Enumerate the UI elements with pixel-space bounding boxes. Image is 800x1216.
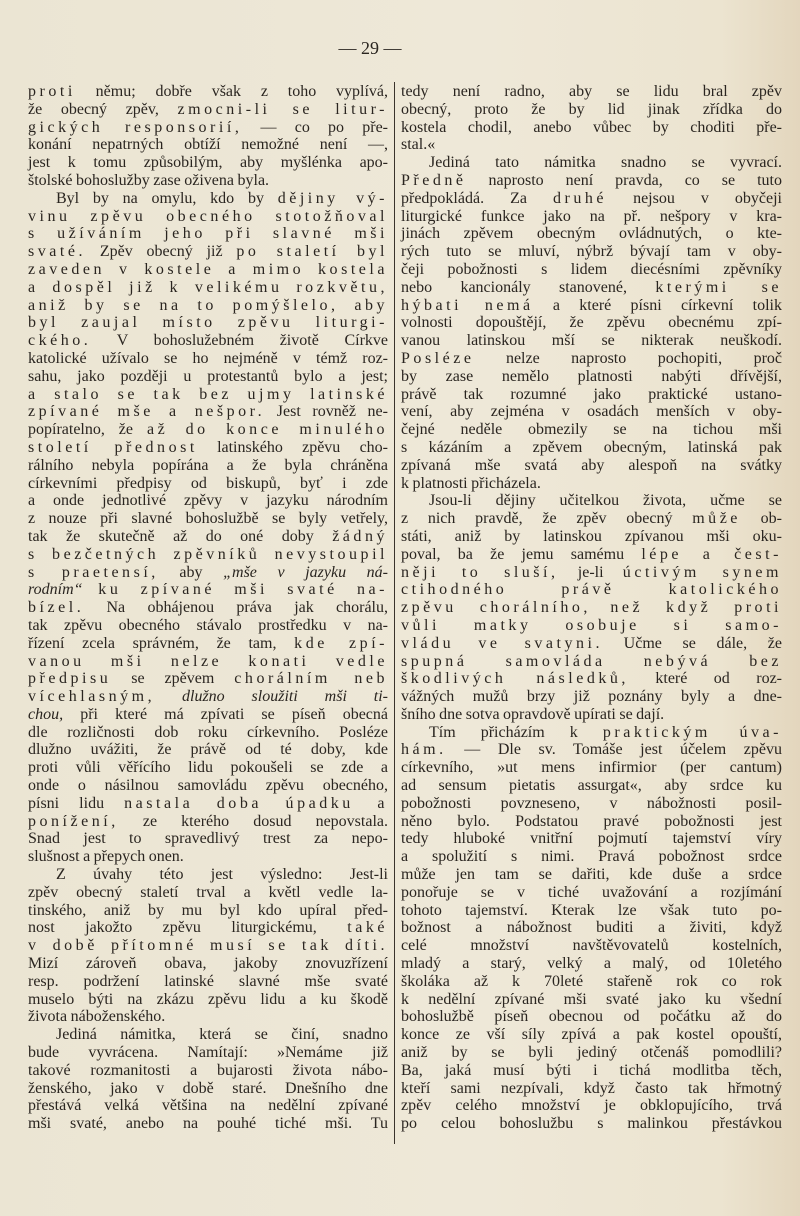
text-run: štolské bohoslužby zase oživena byla. bbox=[28, 171, 270, 189]
text-line bbox=[401, 955, 782, 973]
page-number: — 29 — bbox=[338, 38, 402, 58]
text-run: ad sensum pietatis assurgat«, aby srdce ku bbox=[401, 777, 782, 795]
text-line bbox=[401, 208, 782, 226]
text-line bbox=[28, 777, 388, 795]
text-run: nejsou v obyčeji bbox=[607, 189, 782, 207]
text-run: přestává velká většina na nedělní zpívané bbox=[28, 1097, 388, 1115]
text-run: tak že skutečně až do oné doby bbox=[28, 527, 333, 545]
text-run: Jediná námitka, která se činí, snadno bbox=[56, 1026, 388, 1044]
text-run: řízení zcela správném, že tam, bbox=[28, 634, 295, 652]
text-line bbox=[28, 1044, 388, 1062]
spaced-emphasis-text-run: spupná samovláda nebývá bez bbox=[401, 652, 782, 670]
text-line bbox=[401, 101, 782, 119]
text-line bbox=[401, 439, 782, 457]
text-line bbox=[401, 457, 782, 475]
right-column bbox=[401, 83, 782, 1133]
text-line bbox=[28, 136, 388, 154]
text-run: stal.« bbox=[401, 136, 436, 154]
text-line bbox=[401, 510, 782, 528]
text-line bbox=[401, 653, 782, 671]
text-line bbox=[401, 154, 782, 172]
text-run: němu; dobře však z toho vyplívá, bbox=[75, 83, 388, 100]
text-run: Zpěv obecný již bbox=[86, 243, 237, 261]
text-line bbox=[401, 813, 782, 831]
text-run: z nouze při slavné bohoslužbě se byly vetřely, bbox=[28, 510, 388, 528]
text-run: se zpěvem bbox=[111, 670, 235, 688]
text-line bbox=[28, 688, 388, 706]
spaced-emphasis-text-run: zaveden v kostele a mimo kostela bbox=[28, 260, 388, 278]
text-run: církevními předpisy od biskupů, byť i zde bbox=[28, 474, 388, 492]
text-run: tedy není radno, aby se lidu bral zpěv bbox=[401, 83, 782, 100]
spaced-emphasis-text-run: a dospěl již k velikému rozkvětu, bbox=[28, 278, 388, 296]
text-run: rálního nebyla popírána a že byla chráněna bbox=[28, 456, 388, 474]
text-line bbox=[401, 475, 782, 493]
spaced-emphasis-text-run: svaté. bbox=[28, 243, 86, 261]
spaced-emphasis-text-run: Předně bbox=[401, 171, 467, 189]
text-line bbox=[28, 457, 388, 475]
text-line bbox=[401, 973, 782, 991]
text-line bbox=[401, 350, 782, 368]
text-run: při které má zpívati se píseň obecná bbox=[63, 705, 388, 723]
text-line bbox=[28, 653, 388, 671]
text-line bbox=[28, 955, 388, 973]
spaced-emphasis-text-run: zpívané mše a nešpor. bbox=[28, 403, 266, 421]
text-line bbox=[28, 848, 388, 866]
text-run: obecný, proto že by lid jinak zřídka do bbox=[401, 100, 782, 118]
text-run: proti vůli věřícího lidu pokoušeli se zde a bbox=[28, 759, 388, 777]
text-line bbox=[401, 564, 782, 582]
spaced-emphasis-text-run: s bezčetných zpěvníků nevystoupil bbox=[28, 545, 388, 563]
text-run: zpívaná mše svatá aby alespoň na svátky bbox=[401, 456, 782, 474]
text-line bbox=[401, 617, 782, 635]
text-line bbox=[401, 848, 782, 866]
text-line bbox=[401, 261, 782, 279]
text-run: Jediná tato námitka snadno se vyvrací. bbox=[429, 154, 782, 172]
text-run: dlužno uvážiti, že právě od té doby, kde bbox=[28, 741, 388, 759]
text-line bbox=[401, 492, 782, 510]
text-line bbox=[28, 1080, 388, 1098]
text-line bbox=[28, 581, 388, 599]
text-line bbox=[28, 902, 388, 920]
spaced-emphasis-text-run: vícehlasným, bbox=[28, 688, 156, 706]
text-run: Tím přicházím k bbox=[429, 723, 603, 741]
italic-text-run: „mše v jazyku ná- bbox=[223, 563, 389, 581]
text-line bbox=[28, 1115, 388, 1133]
spaced-emphasis-text-run: ponížení, bbox=[28, 812, 119, 830]
spaced-emphasis-text-run: něji to sluší, bbox=[401, 563, 559, 581]
text-line bbox=[28, 670, 388, 688]
text-run: školáka až k 70leté stařeně rok co rok bbox=[401, 972, 782, 990]
text-line bbox=[28, 1062, 388, 1080]
text-line bbox=[28, 83, 388, 101]
text-line bbox=[401, 777, 782, 795]
spaced-emphasis-text-run: a stalo se tak bez ujmy latinské bbox=[28, 385, 388, 403]
text-line bbox=[401, 1026, 782, 1044]
text-line bbox=[401, 332, 782, 350]
text-run: zpěv celého množství je obklopujícího, trvá bbox=[401, 1097, 782, 1115]
text-line bbox=[28, 243, 388, 261]
text-run: nost jakožto zpěvu liturgickému, bbox=[28, 919, 348, 937]
text-line bbox=[28, 830, 388, 848]
spaced-emphasis-text-run: hýbati nemá bbox=[401, 296, 534, 314]
text-run: Byl by na omylu, kdo by bbox=[56, 189, 278, 207]
text-run: kostela chodil, anebo vůbec by choditi pře- bbox=[401, 118, 782, 136]
text-run: právě tak rozumné jako praktické ustano- bbox=[401, 385, 782, 403]
spaced-emphasis-text-run: ku zpívané mši svaté na- bbox=[98, 581, 388, 599]
text-line bbox=[401, 830, 782, 848]
text-line bbox=[28, 421, 388, 439]
text-line bbox=[28, 225, 388, 243]
italic-text-run: rodním“ bbox=[28, 581, 83, 599]
text-line bbox=[28, 332, 388, 350]
spaced-emphasis-text-run: aniž by se na to pomýšlelo, aby bbox=[28, 296, 388, 314]
text-run: slušnost a přepych onen. bbox=[28, 848, 184, 866]
spaced-emphasis-text-run: škodlivých následků, bbox=[401, 670, 629, 688]
text-run: ženského, jako v době staré. Dnešního dne bbox=[28, 1079, 388, 1097]
text-line bbox=[401, 706, 782, 724]
text-run: onde o násilnou samovládu zpěvu obecného, bbox=[28, 777, 388, 795]
text-run: tedy hluboké vnitřní pojmutí tajemství víry bbox=[401, 830, 782, 848]
text-line bbox=[28, 635, 388, 653]
text-line bbox=[401, 884, 782, 902]
text-run: božnost a nábožnost buditi a živiti, když bbox=[401, 919, 782, 937]
text-run: volnosti dopouštějí, že zpěvu obecnému zpí- bbox=[401, 314, 782, 332]
text-run: katolické užívalo se ho nejméně v témž roz- bbox=[28, 349, 388, 367]
text-run: tinského, aniž by mu byl kdo upíral před- bbox=[28, 901, 388, 919]
text-run: — Dle sv. Tomáše jest účelem zpěvu bbox=[446, 741, 782, 759]
text-line bbox=[401, 243, 782, 261]
text-run: nelze naprosto pochopiti, proč bbox=[474, 349, 782, 367]
spaced-emphasis-text-run: úctivým synem bbox=[622, 563, 783, 581]
text-line bbox=[28, 1026, 388, 1044]
text-run: že obecný zpěv, bbox=[28, 100, 178, 118]
text-run: celé množství navštěvovatelů kostelních, bbox=[401, 937, 782, 955]
text-run: s kázáním a zpěvem obecným, latinská pak bbox=[401, 438, 782, 456]
text-line bbox=[401, 119, 782, 137]
text-run: dle rozličnosti dob roku církevního. Posléze bbox=[28, 723, 388, 741]
text-run: popíratelno, že bbox=[28, 421, 147, 439]
text-line bbox=[28, 208, 388, 226]
text-run bbox=[591, 599, 610, 616]
text-run: bude vyvrácena. Namítají: »Nemáme již bbox=[28, 1044, 388, 1062]
text-run bbox=[155, 688, 182, 705]
spaced-emphasis-text-run: Posléze bbox=[401, 349, 475, 367]
spaced-emphasis-text-run: až do konce minulého bbox=[146, 421, 388, 439]
text-line bbox=[28, 439, 388, 457]
text-run: může jen tam se dařiti, kde duše a srdce bbox=[401, 866, 782, 884]
text-line bbox=[401, 386, 782, 404]
text-line bbox=[401, 991, 782, 1009]
text-run: resp. podržení latinské slavné mše svaté bbox=[28, 972, 388, 990]
text-run: Na obhájenou práva jak chorálu, bbox=[84, 599, 388, 617]
text-run: ob- bbox=[740, 510, 782, 528]
text-line bbox=[28, 759, 388, 777]
text-run: které od roz- bbox=[628, 670, 782, 688]
spaced-emphasis-text-run: s praetensí, bbox=[28, 563, 159, 581]
text-line bbox=[28, 937, 388, 955]
spaced-emphasis-text-run: s užíváním jeho při slavné mši bbox=[28, 225, 388, 243]
text-line bbox=[28, 1097, 388, 1115]
spaced-emphasis-text-run: byl zaujal místo zpěvu liturgi- bbox=[28, 314, 388, 332]
text-line bbox=[401, 1115, 782, 1133]
spaced-emphasis-text-run: století přednost bbox=[28, 438, 198, 456]
text-line bbox=[401, 866, 782, 884]
text-run: tak zpěvu obecného stávalo prostředku v na- bbox=[28, 616, 388, 634]
text-run: k nedělní zpívané mši svaté jako ku všední bbox=[401, 990, 782, 1008]
text-run: nebo kancionály stanovené, bbox=[401, 278, 656, 296]
text-line bbox=[28, 1008, 388, 1026]
text-run: mši svaté, anebo na pouhé tiché mši. Tu bbox=[28, 1115, 388, 1133]
spaced-emphasis-text-run: může bbox=[692, 510, 741, 528]
text-line bbox=[401, 314, 782, 332]
text-line bbox=[401, 83, 782, 101]
text-run: kteří sami nezpívali, když často tak hřmotný bbox=[401, 1079, 782, 1097]
text-run: latinského zpěvu cho- bbox=[197, 438, 388, 456]
spaced-emphasis-text-run: chorálním neb bbox=[234, 670, 389, 688]
spaced-emphasis-text-run: nastala doba úpadku a bbox=[124, 794, 388, 812]
spaced-emphasis-text-run: také bbox=[347, 919, 388, 937]
spaced-emphasis-text-run: vůli matky osobuje si samo- bbox=[401, 616, 782, 634]
spaced-emphasis-text-run: v době přítomné musí se tak díti. bbox=[28, 937, 388, 955]
text-line bbox=[28, 884, 388, 902]
text-run: muselo býti na zkázu zpěvu lidu a ku škodě bbox=[28, 990, 388, 1008]
text-line bbox=[28, 991, 388, 1009]
text-line bbox=[28, 119, 388, 137]
text-run: církevního, »ut mens infirmior (per cantum) bbox=[401, 759, 782, 777]
text-line bbox=[401, 279, 782, 297]
text-line bbox=[28, 528, 388, 546]
text-run: ze kterého dosud nepovstala. bbox=[118, 812, 388, 830]
text-line bbox=[28, 154, 388, 172]
text-line bbox=[401, 1062, 782, 1080]
text-line bbox=[28, 919, 388, 937]
text-run: Mizí zároveň obava, jakoby znovuzřízení bbox=[28, 955, 388, 973]
spaced-emphasis-text-run: dějiny vý- bbox=[277, 189, 388, 207]
text-line bbox=[401, 902, 782, 920]
text-run: je-li bbox=[558, 563, 623, 581]
text-line bbox=[401, 528, 782, 546]
text-run: vanou latinskou mší se nikterak neuškodí. bbox=[401, 332, 782, 350]
text-line bbox=[401, 759, 782, 777]
text-run: písni lidu bbox=[28, 794, 125, 812]
spaced-emphasis-text-run: žádný bbox=[332, 527, 388, 545]
text-line bbox=[28, 617, 388, 635]
text-line bbox=[28, 172, 388, 190]
spaced-emphasis-text-run: zpěvu chorálního, bbox=[401, 599, 591, 617]
text-run: a spolužití s nimi. Pravá pobožnost srdce bbox=[401, 848, 782, 866]
spaced-emphasis-text-run: vanou mši nelze konati vedle bbox=[28, 652, 388, 670]
text-run: sahu, jako později u protestantů bylo a jest; bbox=[28, 367, 388, 385]
text-run: státi, aniž by latinskou zpívanou mši oku- bbox=[401, 527, 782, 545]
text-run: bohoslužbě píseň obecnou od počátku až do bbox=[401, 1008, 782, 1026]
spaced-emphasis-text-run: vládu ve svatyni. bbox=[401, 634, 604, 652]
text-run: jinách zpěvem obecným ovládnutých, o kte- bbox=[401, 225, 782, 243]
spaced-emphasis-text-run: gických responsorií, bbox=[28, 118, 243, 136]
text-run: konce ze vší síly zpívá a pak kostel opouští, bbox=[401, 1026, 782, 1044]
text-line bbox=[401, 190, 782, 208]
text-run: z nich pravdě, že zpěv obecný bbox=[401, 510, 693, 528]
text-line bbox=[28, 546, 388, 564]
spaced-emphasis-text-run: ckého. bbox=[28, 332, 92, 350]
text-run: Snad jest to spravedlivý trest za nepo- bbox=[28, 830, 388, 848]
text-run: zpěv obecný staletí trval a květl vedle la- bbox=[28, 883, 388, 901]
text-line bbox=[28, 564, 388, 582]
text-run: předpokládá. Za bbox=[401, 189, 554, 207]
text-line bbox=[28, 599, 388, 617]
text-line bbox=[401, 403, 782, 421]
left-column bbox=[28, 83, 388, 1133]
text-run: jest k tomu způsobilým, aby myšlénka apo- bbox=[28, 154, 388, 172]
text-line bbox=[401, 741, 782, 759]
italic-text-run: chou, bbox=[28, 705, 64, 723]
text-run: aniž by se byli jediný otčenáš pomodlili? bbox=[401, 1044, 782, 1062]
text-run: rých tuto se mluví, nýbrž bývají tam v oby- bbox=[401, 243, 782, 261]
text-run: poval, ba že jemu samému bbox=[401, 545, 642, 563]
text-run: Z úvahy této jest výsledno: Jest-li bbox=[56, 866, 388, 884]
text-line bbox=[28, 261, 388, 279]
text-run: vážných mužů brzy již poznány byly a dne- bbox=[401, 688, 782, 706]
text-line bbox=[28, 741, 388, 759]
text-line bbox=[28, 475, 388, 493]
spaced-emphasis-text-run: druhé bbox=[553, 189, 608, 207]
text-line bbox=[28, 706, 388, 724]
text-run: mladý a starý, velký a malý, od 10letého bbox=[401, 955, 782, 973]
text-line bbox=[28, 510, 388, 528]
text-run: vení, aby zejména v osadách menších v oby- bbox=[401, 403, 782, 421]
text-run: by zase nemělo platnosti nabýti dřívější, bbox=[401, 367, 782, 385]
spaced-emphasis-text-run: předpisu bbox=[28, 670, 112, 688]
text-run: čejné neděle obmezily se na tichou mši bbox=[401, 421, 782, 439]
spaced-emphasis-text-run: zmocni-li se litur- bbox=[177, 100, 388, 118]
text-line bbox=[401, 581, 782, 599]
spaced-emphasis-text-run: hám. bbox=[401, 741, 447, 759]
spaced-emphasis-text-run: bízel. bbox=[28, 599, 85, 617]
text-line bbox=[401, 297, 782, 315]
text-line bbox=[401, 172, 782, 190]
text-line bbox=[28, 297, 388, 315]
spaced-emphasis-text-run: po staletí byl bbox=[236, 243, 389, 261]
text-line bbox=[401, 724, 782, 742]
text-line bbox=[401, 546, 782, 564]
text-run: — co po pře- bbox=[242, 118, 389, 136]
text-line bbox=[401, 368, 782, 386]
text-line bbox=[401, 136, 782, 154]
text-run: něno bylo. Podstatou pravé pobožnosti jest bbox=[401, 812, 782, 830]
spaced-emphasis-text-run: lépe a čest- bbox=[641, 545, 782, 563]
text-run: pobožnosti povzneseno, v nábožnosti posil- bbox=[401, 794, 782, 812]
text-line bbox=[401, 599, 782, 617]
text-line bbox=[401, 1097, 782, 1115]
text-run: liturgické funkce jako na př. nešpory v kra- bbox=[401, 207, 782, 225]
spaced-emphasis-text-run: než když proti bbox=[610, 599, 783, 617]
text-line bbox=[401, 795, 782, 813]
text-run: k platnosti přicházela. bbox=[401, 474, 541, 492]
text-line bbox=[401, 1080, 782, 1098]
text-line bbox=[28, 386, 388, 404]
text-run: ponořuje se v tiché uvažování a rozjímání bbox=[401, 883, 782, 901]
text-line bbox=[28, 314, 388, 332]
text-line bbox=[401, 1044, 782, 1062]
text-run bbox=[83, 581, 99, 598]
text-line bbox=[28, 279, 388, 297]
text-line bbox=[28, 350, 388, 368]
text-run: tohoto tajemství. Kterak lze však tuto po- bbox=[401, 901, 782, 919]
text-run: Ba, jaká musí býti i tichá modlitba těch, bbox=[401, 1061, 782, 1079]
text-run: Jsou-li dějiny učitelkou života, učme se bbox=[429, 492, 782, 510]
text-line bbox=[28, 724, 388, 742]
text-run: a které písni církevní tolik bbox=[533, 296, 782, 314]
text-run: takové rozmanitosti a bujarosti života nábo- bbox=[28, 1061, 388, 1079]
spaced-emphasis-text-run: ctihodného právě katolického bbox=[401, 581, 782, 599]
text-line bbox=[401, 1008, 782, 1026]
text-line bbox=[28, 795, 388, 813]
text-line bbox=[28, 866, 388, 884]
spaced-emphasis-text-run: proti bbox=[28, 83, 76, 100]
column-divider bbox=[394, 82, 395, 1144]
spaced-emphasis-text-run: praktickým úva- bbox=[602, 723, 782, 741]
text-run: Jest rovněž ne- bbox=[265, 403, 388, 421]
text-line bbox=[28, 190, 388, 208]
text-run: V bohoslužebném životě Církve bbox=[91, 332, 388, 350]
text-run: naprosto není pravda, co se tuto bbox=[466, 171, 782, 189]
text-line bbox=[28, 973, 388, 991]
text-run: čeji pobožnosti s lidem diecésními zpěvníky bbox=[401, 260, 782, 278]
spaced-emphasis-text-run: kde zpí- bbox=[294, 634, 389, 652]
text-line bbox=[401, 688, 782, 706]
text-run: šního dne sotva opravdově upírati se dají. bbox=[401, 705, 665, 723]
text-run: aby bbox=[158, 563, 224, 581]
text-line bbox=[28, 813, 388, 831]
text-run: života náboženského. bbox=[28, 1008, 166, 1026]
italic-text-run: dlužno sloužiti mši ti- bbox=[182, 688, 388, 706]
text-line bbox=[28, 403, 388, 421]
text-run: po celou bohoslužbu s malinkou přestávkou bbox=[401, 1115, 782, 1133]
spaced-emphasis-text-run: kterými se bbox=[655, 278, 782, 296]
text-line bbox=[28, 101, 388, 119]
text-line bbox=[401, 670, 782, 688]
text-run: a onde jednotlivé zpěvy v jazyku národním bbox=[28, 492, 388, 510]
text-line bbox=[401, 225, 782, 243]
text-line bbox=[28, 492, 388, 510]
text-line bbox=[401, 937, 782, 955]
spaced-emphasis-text-run: vinu zpěvu obecného stotožňoval bbox=[28, 207, 388, 225]
text-line bbox=[28, 368, 388, 386]
text-line bbox=[401, 635, 782, 653]
text-run: konání nepatrných obtíží nemožné není —, bbox=[28, 136, 388, 154]
text-run: Učme se dále, že bbox=[603, 634, 782, 652]
text-line bbox=[401, 421, 782, 439]
text-line bbox=[401, 919, 782, 937]
